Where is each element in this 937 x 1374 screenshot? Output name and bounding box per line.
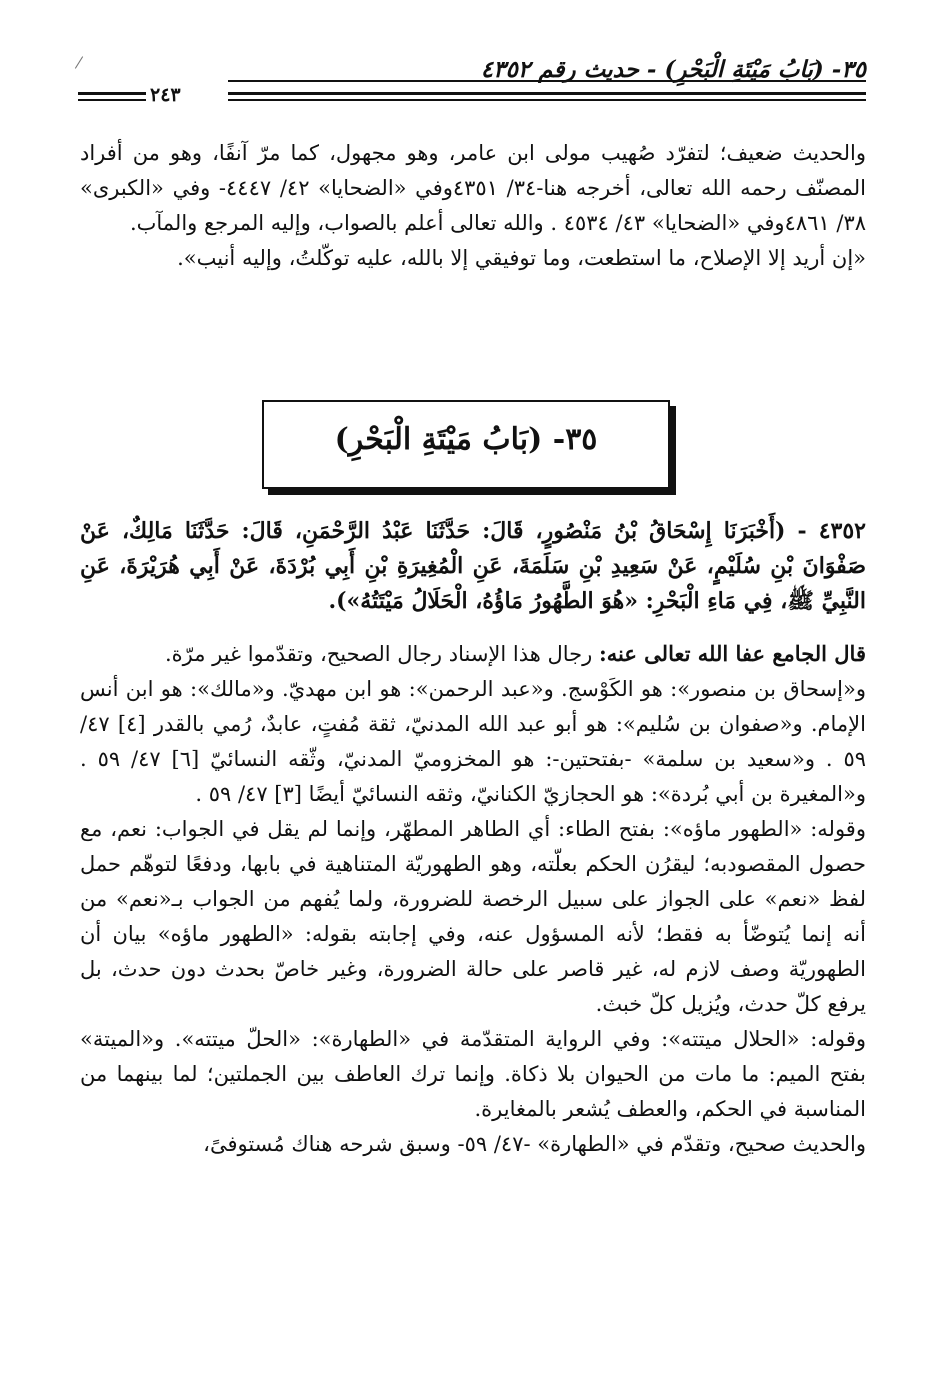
commentary-lead: قال الجامع عفا الله تعالى عنه: (598, 641, 866, 666)
hadith-section (80, 514, 866, 619)
commentary-lead-rest: رجال هذا الإسناد رجال الصحيح، وتقدّموا غير مرّة. (164, 642, 599, 666)
page-number: ٢٤٣ (150, 84, 181, 106)
commentary-section (80, 636, 866, 1162)
header-rule (228, 80, 866, 82)
chapter-title: ٣٥- (بَابُ مَيْتَةِ الْبَحْرِ) (334, 422, 598, 457)
hadith-text: ٤٣٥٢ - (أَخْبَرَنَا إِسْحَاقُ بْنُ مَنْصُورٍ، قَالَ: حَدَّثَنَا عَبْدُ الرَّحْمَنِ، قَالَ: حَدَّثَنَا مَالِكٌ، عَنْ صَفْوَانَ بْنِ سُلَيْمٍ، عَنْ سَعِيدِ بْنِ سَلَمَةَ، عَنِ الْمُغِيرَةِ بْنِ أَبِي بُرْدَةَ، عَنْ أَبِي هُرَيْرَةَ، عَنِ النَّبِيِّ ﷺ، فِي مَاءِ الْبَحْرِ: «هُوَ الطَّهُورُ مَاؤُهُ، الْحَلَالُ مَيْتَتُهُ»). (80, 518, 866, 614)
page-header (78, 50, 866, 112)
narrators-paragraph: و«إسحاق بن منصور»: هو الكَوْسج. و«عبد الرحمن»: هو ابن مهديّ. و«مالك»: هو ابن أنس الإمام. و«صفوان بن سُليم»: هو أبو عبد الله المدنيّ، ثقة مُفتٍ، عابدٌ، رُمي بالقدر [٤] ٤٧/ ٥٩ . و«سعيد بن سلمة» -بفتحتين-: هو المخزوميّ المدنيّ، وثّقه النسائيّ [٦] ٤٧/ ٥٩ . و«المغيرة بن أبي بُردة»: هو الحجازيّ الكنانيّ، وثقه النسائيّ أيضًا [٣] ٤٧/ ٥٩ . (80, 677, 866, 806)
chapter-heading-box (262, 400, 670, 489)
intro-section (80, 136, 866, 276)
header-double-rule-left (78, 92, 146, 95)
explanation-paragraph-2: وقوله: «الحلال ميتته»: وفي الرواية المتقدّمة في «الطهارة»: «الحلّ ميتته». و«الميتة» بفتح الميم: ما مات من الحيوان بلا ذكاة. وإنما ترك العاطف بين الجملتين؛ لما بينهما من المناسبة في الحكم، والعطف يُشعر بالمغايرة. (80, 1027, 866, 1121)
header-double-rule-right-thin (228, 99, 866, 101)
explanation-paragraph: وقوله: «الطهور ماؤه»: بفتح الطاء: أي الطاهر المطهّر، وإنما لم يقل في الجواب: نعم، مع حصول المقصودبه؛ ليقرُن الحكم بعلّته، وهو الطهوريّة المتناهية في بابها، ودفعًا لتوهّم حمل لفظ «نعم» على الجواز على سبيل الرخصة للضرورة، ولما يُفهم من الجواب بـ«نعم» من أنه إنما يُتوضّأ به فقط؛ لأنه المسؤول عنه، وفي إجابته بقوله: «الطهور ماؤه» بيان أن الطهوريّة وصف لازم له، غير قاصر على حالة الضرورة، وغير خاصّ بحدث دون حدث، بل يرفع كلّ حدث، ويُزيل كلّ خبث. (80, 817, 866, 1016)
header-double-rule-left-thin (78, 99, 146, 101)
commentary-intro (80, 636, 866, 672)
closing-quote: «إن أريد إلا الإصلاح، ما استطعت، وما توفيقي إلا بالله، عليه توكّلتُ، وإليه أنيب». (177, 246, 866, 270)
running-title: ٣٥- (بَابُ مَيْتَةِ الْبَحْرِ) - حديث رقم ٤٣٥٢ (480, 56, 866, 83)
intro-paragraph: والحديث ضعيف؛ لتفرّد صُهيب مولى ابن عامر، وهو مجهول، كما مرّ آنفًا، وهو من أفراد المصنّف رحمه الله تعالى، أخرجه هنا-٣٤/ ٤٣٥١وفي «الضحايا» ٤٢/ ٤٤٤٧- وفي «الكبرى» ٣٨/ ٤٨٦١وفي «الضحايا» ٤٣/ ٤٥٣٤ . والله تعالى أعلم بالصواب، وإليه المرجع والمآب. (80, 141, 866, 235)
conclusion-paragraph: والحديث صحيح، وتقدّم في «الطهارة» -٤٧/ ٥٩- وسبق شرحه هناك مُستوفىً، (203, 1132, 866, 1156)
header-double-rule-right (228, 92, 866, 95)
